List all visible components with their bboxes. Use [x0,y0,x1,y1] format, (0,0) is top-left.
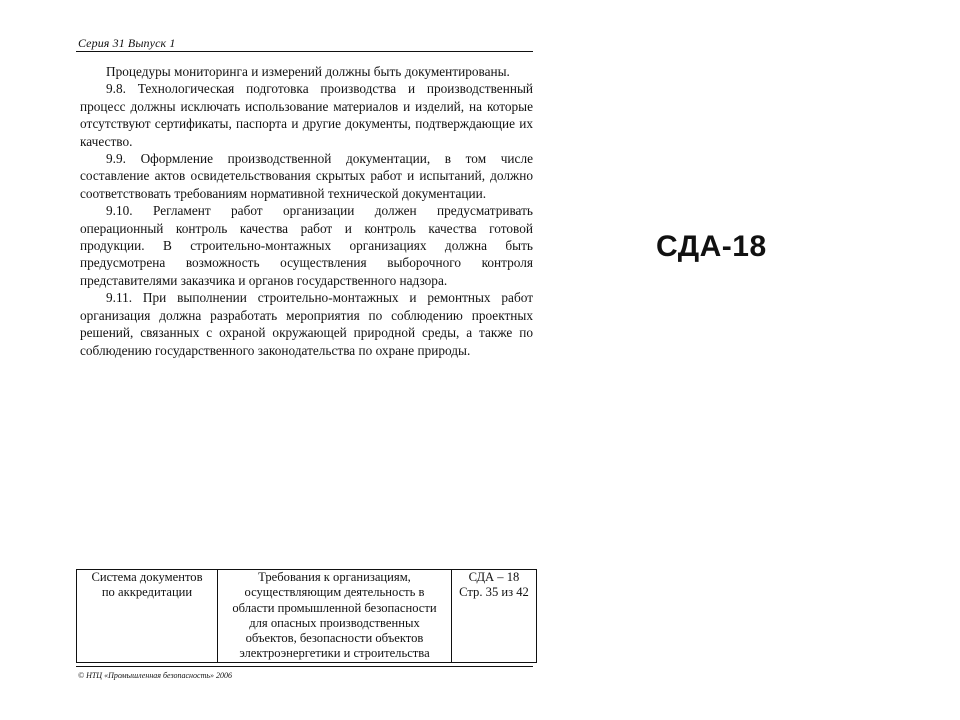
footer-requirements-line: объектов, безопасности объектов [245,631,424,646]
body-text [80,63,533,359]
paragraph-9-10: 9.10. Регламент работ организации должен предусматривать операционный контроль качества работ и контроль качества готовой продукции. В строительно-монтажных организациях должна быть предусмотрена возможность осуществления выборочного контроля представителями заказчика и органов государственного надзора. [80,203,533,288]
footer-requirements-line: для опасных производственных [249,615,420,630]
footer-table [76,569,537,663]
paragraph-9-11: 9.11. При выполнении строительно-монтажных и ремонтных работ организация должна разработать мероприятия по соблюдению проектных решений, связанных с охраной окружающей природной среды, а также по соблюдению государственного законодательства по охране природы. [80,290,533,358]
footer-system-cell [77,570,218,663]
bottom-rule [76,666,533,667]
footer-requirements-line: осуществляющим деятельность в [244,585,425,600]
copyright-line: © НТЦ «Промышленная безопасность» 2006 [78,671,232,680]
footer-requirements-line: Требования к организациям, [258,570,411,584]
footer-requirements-line: электроэнергетики и строительства [239,646,430,661]
paragraph-monitoring: Процедуры мониторинга и измерений должны быть документированы. [106,64,510,79]
footer-page-number: Стр. 35 из 42 [459,585,529,600]
paragraph-9-8: 9.8. Технологическая подготовка производства и производственный процесс должны исключать использование материалов и изделий, на которые отсутствуют сертификаты, паспорта и другие документы, подтверждающие их качество. [80,81,533,149]
footer-system-line: по аккредитации [101,585,193,600]
footer-system-line: Система документов [91,570,203,584]
footer-requirements-cell [218,570,452,663]
footer-code-cell [452,570,537,663]
header-rule [76,51,533,52]
series-header: Серия 31 Выпуск 1 [78,36,176,50]
paragraph-9-9: 9.9. Оформление производственной документации, в том числе составление актов освидетельствования скрытых работ и испытаний, должно соответствовать требованиям нормативной технической документации. [80,151,533,201]
footer-code: СДА – 18 [468,570,520,584]
footer-requirements-line: области промышленной безопасности [232,600,437,615]
document-code-label: СДА-18 [656,230,767,263]
